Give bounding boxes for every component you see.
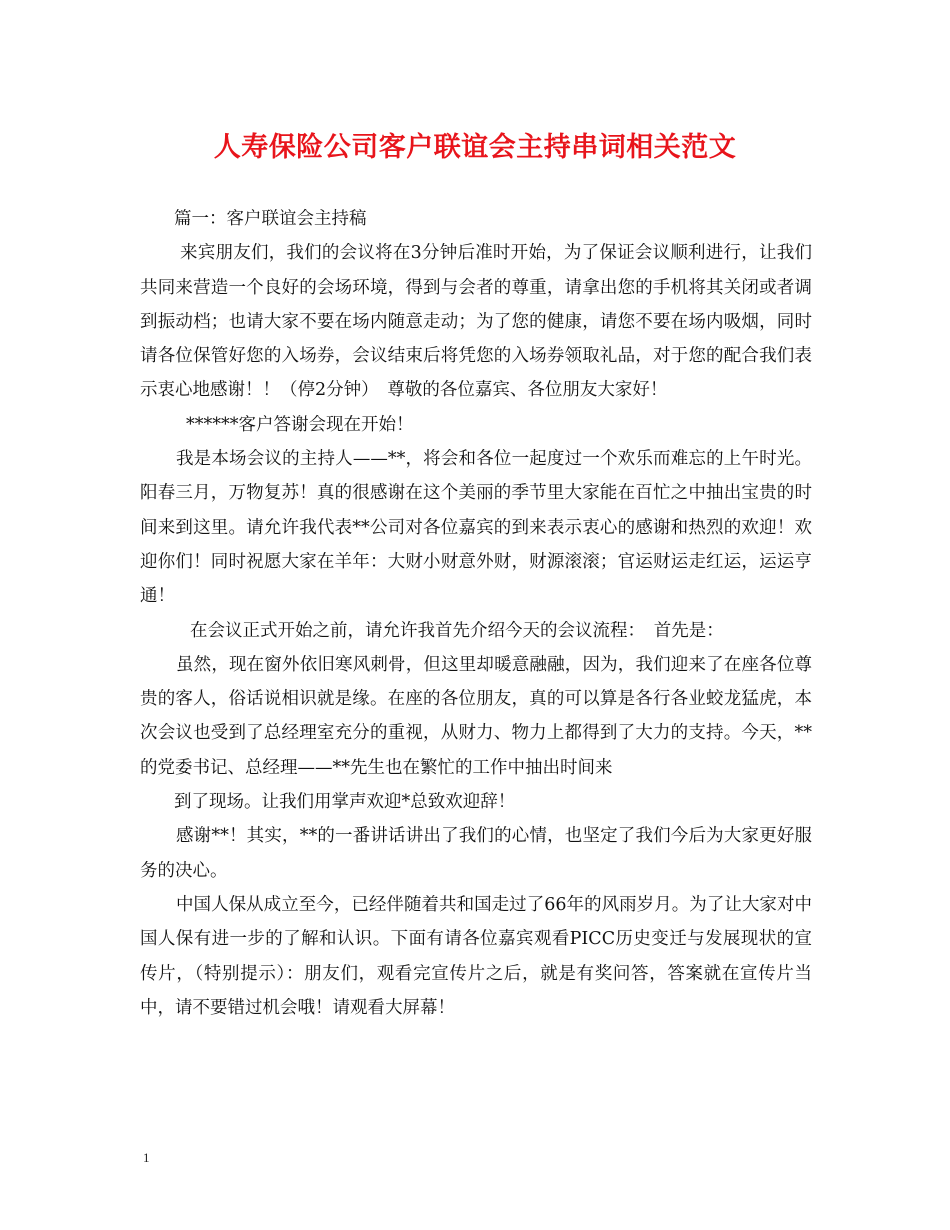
- document-title: 人寿保险公司客户联谊会主持串词相关范文: [213, 132, 737, 163]
- section-heading: 篇一：客户联谊会主持稿: [174, 209, 367, 229]
- paragraph-company-history: 中国人保从成立至今，已经伴随着共和国走过了66年的风雨岁月。为了让大家对中国人保有进一步的了解和认识。下面有请各位嘉宾观看PICC历史变迁与发展现状的宣传片，（特别提示）：朋友们，观看完宣传片之后，就是有奖问答，答案就在宣传片当中，请不要错过机会哦！请观看大屏幕！: [140, 894, 812, 1018]
- paragraph-host-intro: 我是本场会议的主持人——**，将会和各位一起度过一个欢乐而难忘的上午时光。阳春三月，万物复苏！真的很感谢在这个美丽的季节里大家能在百忙之中抽出宝贵的时间来到这里。请允许我代表**公司对各位嘉宾的到来表示衷心的感谢和热烈的欢迎！欢迎你们！同时祝愿大家在羊年：大财小财意外财，财源滚滚；官运财运走红运，运运亨通！: [140, 449, 812, 607]
- paragraph-welcome-speech: 到了现场。让我们用掌声欢迎*总致欢迎辞！: [174, 792, 516, 813]
- paragraph-agenda-intro: 在会议正式开始之前，请允许我首先介绍今天的会议流程： 首先是：: [190, 620, 724, 641]
- document-body: [140, 202, 812, 1025]
- page-number: 1: [143, 1150, 150, 1165]
- paragraph-welcome-guests: 虽然，现在窗外依旧寒风刺骨，但这里却暖意融融，因为，我们迎来了在座各位尊贵的客人，俗话说相识就是缘。在座的各位朋友，真的可以算是各行各业蛟龙猛虎，本次会议也受到了总经理室充分的重视，从财力、物力上都得到了大力的支持。今天，**的党委书记、总经理——**先生也在繁忙的工作中抽出时间来: [140, 654, 812, 778]
- paragraph-thanks: 感谢**！其实，**的一番讲话讲出了我们的心情，也坚定了我们今后为大家更好服务的决心。: [140, 826, 812, 881]
- paragraph-event-start: ******客户答谢会现在开始！: [186, 414, 414, 435]
- paragraph-opening-notice: 来宾朋友们，我们的会议将在3分钟后准时开始，为了保证会议顺利进行，让我们共同来营造一个良好的会场环境，得到与会者的尊重，请拿出您的手机将其关闭或者调到振动档；也请大家不要在场内随意走动；为了您的健康，请您不要在场内吸烟，同时请各位保管好您的入场券，会议结束后将凭您的入场券领取礼品，对于您的配合我们表示衷心地感谢！！（停2分钟） 尊敬的各位嘉宾、各位朋友大家好！: [140, 243, 812, 401]
